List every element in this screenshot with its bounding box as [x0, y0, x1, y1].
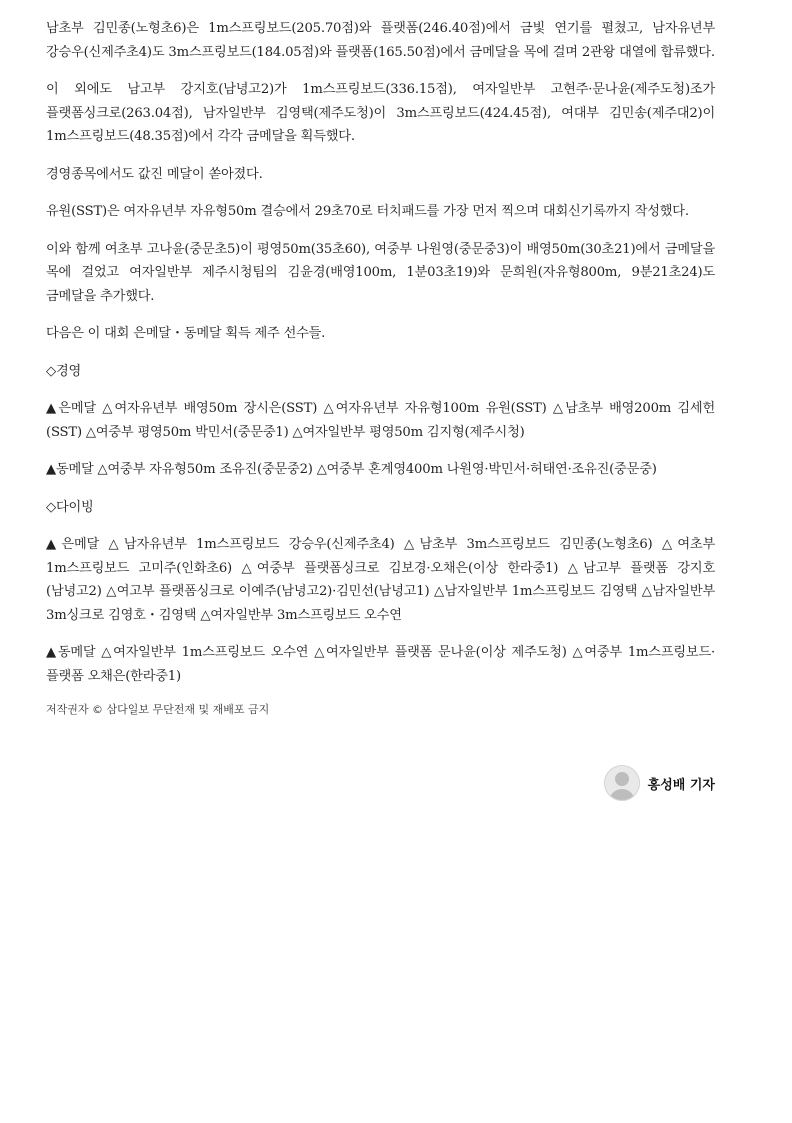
medal-list-diving-bronze: ▲동메달 △여자일반부 1m스프링보드 오수연 △여자일반부 플랫폼 문나윤(이상 제주도청) △여중부 1m스프링보드·플랫폼 오채은(한라중1): [46, 645, 715, 684]
article-paragraph: 이와 함께 여초부 고나윤(중문초5)이 평영50m(35초60), 여중부 나원영(중문중3)이 배영50m(30초21)에서 금메달을 목에 걸었고 여자일반부 제주시청팀의 김윤경(배영100m, 1분03초19)와 문희원(자유형800m, 9분21초24)도 금메달을 추가했다.: [46, 241, 715, 304]
reporter-name[interactable]: 홍성배 기자: [647, 777, 715, 793]
article-paragraph: 다음은 이 대회 은메달・동메달 획득 제주 선수들.: [46, 326, 326, 341]
article-body: [46, 17, 715, 718]
user-avatar-icon: [604, 765, 640, 801]
reporter-byline[interactable]: [604, 765, 715, 801]
section-heading-swimming: ◇경영: [46, 363, 82, 379]
medal-list-diving-silver: ▲은메달 △남자유년부 1m스프링보드 강승우(신제주초4) △남초부 3m스프링보드 김민종(노형초6) △여초부 1m스프링보드 고미주(인화초6) △여중부 플랫폼싱크로 김보경·오채은(이상 한라중1) △남고부 플랫폼 강지호(남녕고2) △여고부 플랫폼싱크로 이예주(남녕고2)·김민선(남녕고1) △남자일반부 1m스프링보드 김영택 △남자일반부 3m싱크로 김영호・김영택 △여자일반부 3m스프링보드 오수연: [46, 537, 715, 623]
article-paragraph: 남초부 김민종(노형초6)은 1m스프링보드(205.70점)와 플랫폼(246.40점)에서 금빛 연기를 펼쳤고, 남자유년부 강승우(신제주초4)도 3m스프링보드(184.05점)와 플랫폼(165.50점)에서 금메달을 목에 걸며 2관왕 대열에 합류했다.: [46, 21, 715, 60]
article-paragraph: 경영종목에서도 값진 메달이 쏟아졌다.: [46, 166, 263, 182]
article-paragraph: 이 외에도 남고부 강지호(남녕고2)가 1m스프링보드(336.15점), 여자일반부 고현주·문나윤(제주도청)조가 플랫폼싱크로(263.04점), 남자일반부 김영택(제주도청)이 3m스프링보드(424.45점), 여대부 김민송(제주대2)이 1m스프링보드(48.35점)에서 각각 금메달을 획득했다.: [46, 82, 715, 144]
medal-list-swimming-bronze: ▲동메달 △여중부 자유형50m 조유진(중문중2) △여중부 혼계영400m 나원영·박민서·허태연·조유진(중문중): [46, 462, 657, 477]
copyright-notice: 저작권자 © 삼다일보 무단전재 및 재배포 금지: [46, 703, 270, 716]
article-paragraph: 유원(SST)은 여자유년부 자유형50m 결승에서 29초70로 터치패드를 가장 먼저 찍으며 대회신기록까지 작성했다.: [46, 204, 689, 219]
medal-list-swimming-silver: ▲은메달 △여자유년부 배영50m 장시은(SST) △여자유년부 자유형100m 유원(SST) △남초부 배영200m 김세헌(SST) △여중부 평영50m 박민서(중문중1) △여자일반부 평영50m 김지형(제주시청): [46, 401, 715, 440]
section-heading-diving: ◇다이빙: [46, 499, 94, 515]
